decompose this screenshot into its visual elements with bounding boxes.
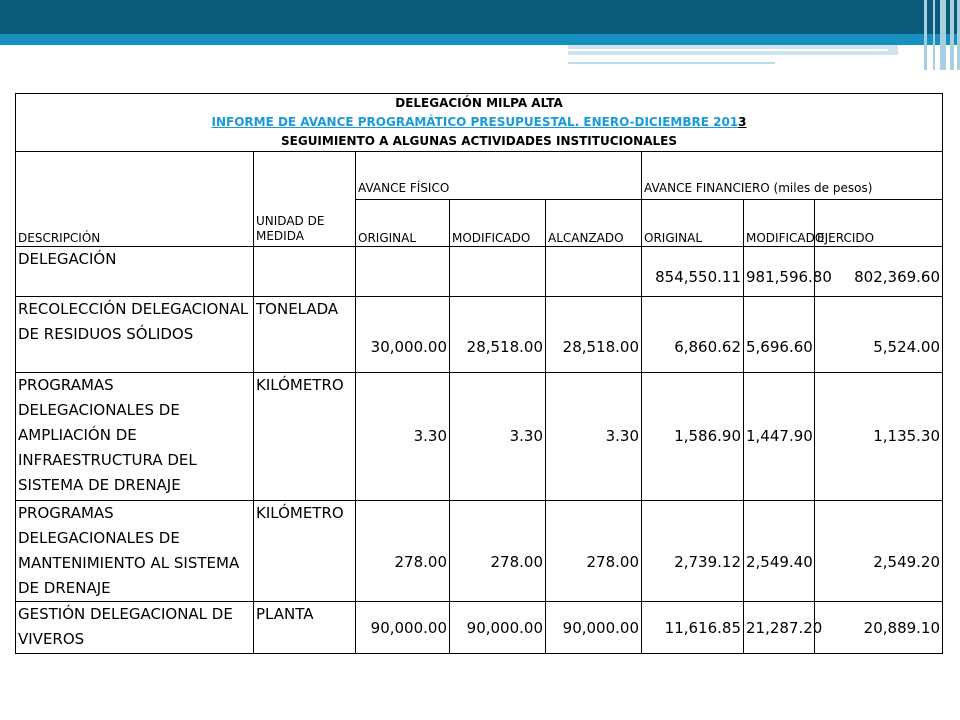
table-row [16, 602, 943, 654]
row-fis-alcanzado: 3.30 [546, 373, 642, 501]
report-table [15, 93, 943, 654]
row-fis-original: 278.00 [356, 501, 450, 602]
col-header-fin-ejercido: EJERCIDO [815, 200, 943, 247]
row-fis-original: 30,000.00 [356, 297, 450, 373]
row-fis-modificado [450, 247, 546, 297]
row-unidad: PLANTA [254, 602, 356, 654]
row-descripcion: RECOLECCIÓN DELEGACIONAL DE RESIDUOS SÓLIDOS [16, 297, 254, 373]
col-header-fin-original: ORIGINAL [642, 200, 744, 247]
row-fis-alcanzado: 278.00 [546, 501, 642, 602]
report-title [16, 94, 943, 152]
accent-line [568, 62, 775, 64]
row-unidad: KILÓMETRO [254, 501, 356, 602]
row-fin-original: 854,550.11 [642, 247, 744, 297]
row-fin-modificado: 981,596.80 [744, 247, 815, 297]
row-fin-ejercido: 802,369.60 [815, 247, 943, 297]
row-fis-alcanzado [546, 247, 642, 297]
table-row [16, 297, 943, 373]
decorative-bar [940, 0, 946, 70]
row-fin-ejercido: 1,135.30 [815, 373, 943, 501]
row-fis-original: 90,000.00 [356, 602, 450, 654]
col-header-avance-fisico: AVANCE FÍSICO [356, 152, 642, 200]
row-unidad: TONELADA [254, 297, 356, 373]
row-fin-original: 1,586.90 [642, 373, 744, 501]
col-header-fis-alcanzado: ALCANZADO [546, 200, 642, 247]
row-fis-original [356, 247, 450, 297]
row-fin-modificado: 5,696.60 [744, 297, 815, 373]
row-fin-modificado: 2,549.40 [744, 501, 815, 602]
row-fin-ejercido: 20,889.10 [815, 602, 943, 654]
table-row [16, 247, 943, 297]
row-descripcion: DELEGACIÓN [16, 247, 254, 297]
report-link[interactable]: INFORME DE AVANCE PROGRAMÁTICO PRESUPUESTAL. ENERO-DICIEMBRE 201 [211, 115, 739, 129]
col-header-avance-financiero: AVANCE FINANCIERO (miles de pesos) [642, 152, 943, 200]
row-fis-modificado: 90,000.00 [450, 602, 546, 654]
row-fin-ejercido: 2,549.20 [815, 501, 943, 602]
decorative-bar [950, 0, 954, 70]
col-header-fis-original: ORIGINAL [356, 200, 450, 247]
row-fis-alcanzado: 90,000.00 [546, 602, 642, 654]
row-descripcion: GESTIÓN DELEGACIONAL DE VIVEROS [16, 602, 254, 654]
col-header-fin-modificado: MODIFICADO [744, 200, 815, 247]
row-fis-modificado: 28,518.00 [450, 297, 546, 373]
title-line-2 [18, 113, 940, 132]
row-fin-modificado: 21,287.20 [744, 602, 815, 654]
row-fin-original: 2,739.12 [642, 501, 744, 602]
col-header-fis-modificado: MODIFICADO [450, 200, 546, 247]
banner-stripe [0, 34, 960, 45]
row-descripcion: PROGRAMAS DELEGACIONALES DE AMPLIACIÓN DE INFRAESTRUCTURA DEL SISTEMA DE DRENAJE [16, 373, 254, 501]
row-descripcion: PROGRAMAS DELEGACIONALES DE MANTENIMIENTO AL SISTEMA DE DRENAJE [16, 501, 254, 602]
title-line-1: DELEGACIÓN MILPA ALTA [395, 96, 563, 110]
accent-line [568, 49, 888, 51]
row-fis-alcanzado: 28,518.00 [546, 297, 642, 373]
table-row [16, 501, 943, 602]
row-fin-original: 6,860.62 [642, 297, 744, 373]
decorative-bar [933, 0, 935, 70]
row-unidad [254, 247, 356, 297]
row-fis-modificado: 3.30 [450, 373, 546, 501]
col-header-unidad: UNIDAD DE MEDIDA [254, 152, 356, 247]
table-row [16, 373, 943, 501]
decorative-bar [924, 0, 927, 70]
col-header-descripcion: DESCRIPCIÓN [16, 152, 254, 247]
row-fin-ejercido: 5,524.00 [815, 297, 943, 373]
row-fis-original: 3.30 [356, 373, 450, 501]
row-fis-modificado: 278.00 [450, 501, 546, 602]
report-year: 3 [738, 115, 747, 129]
title-line-3: SEGUIMIENTO A ALGUNAS ACTIVIDADES INSTITUCIONALES [281, 134, 677, 148]
row-unidad: KILÓMETRO [254, 373, 356, 501]
row-fin-original: 11,616.85 [642, 602, 744, 654]
row-fin-modificado: 1,447.90 [744, 373, 815, 501]
top-banner [0, 0, 960, 34]
